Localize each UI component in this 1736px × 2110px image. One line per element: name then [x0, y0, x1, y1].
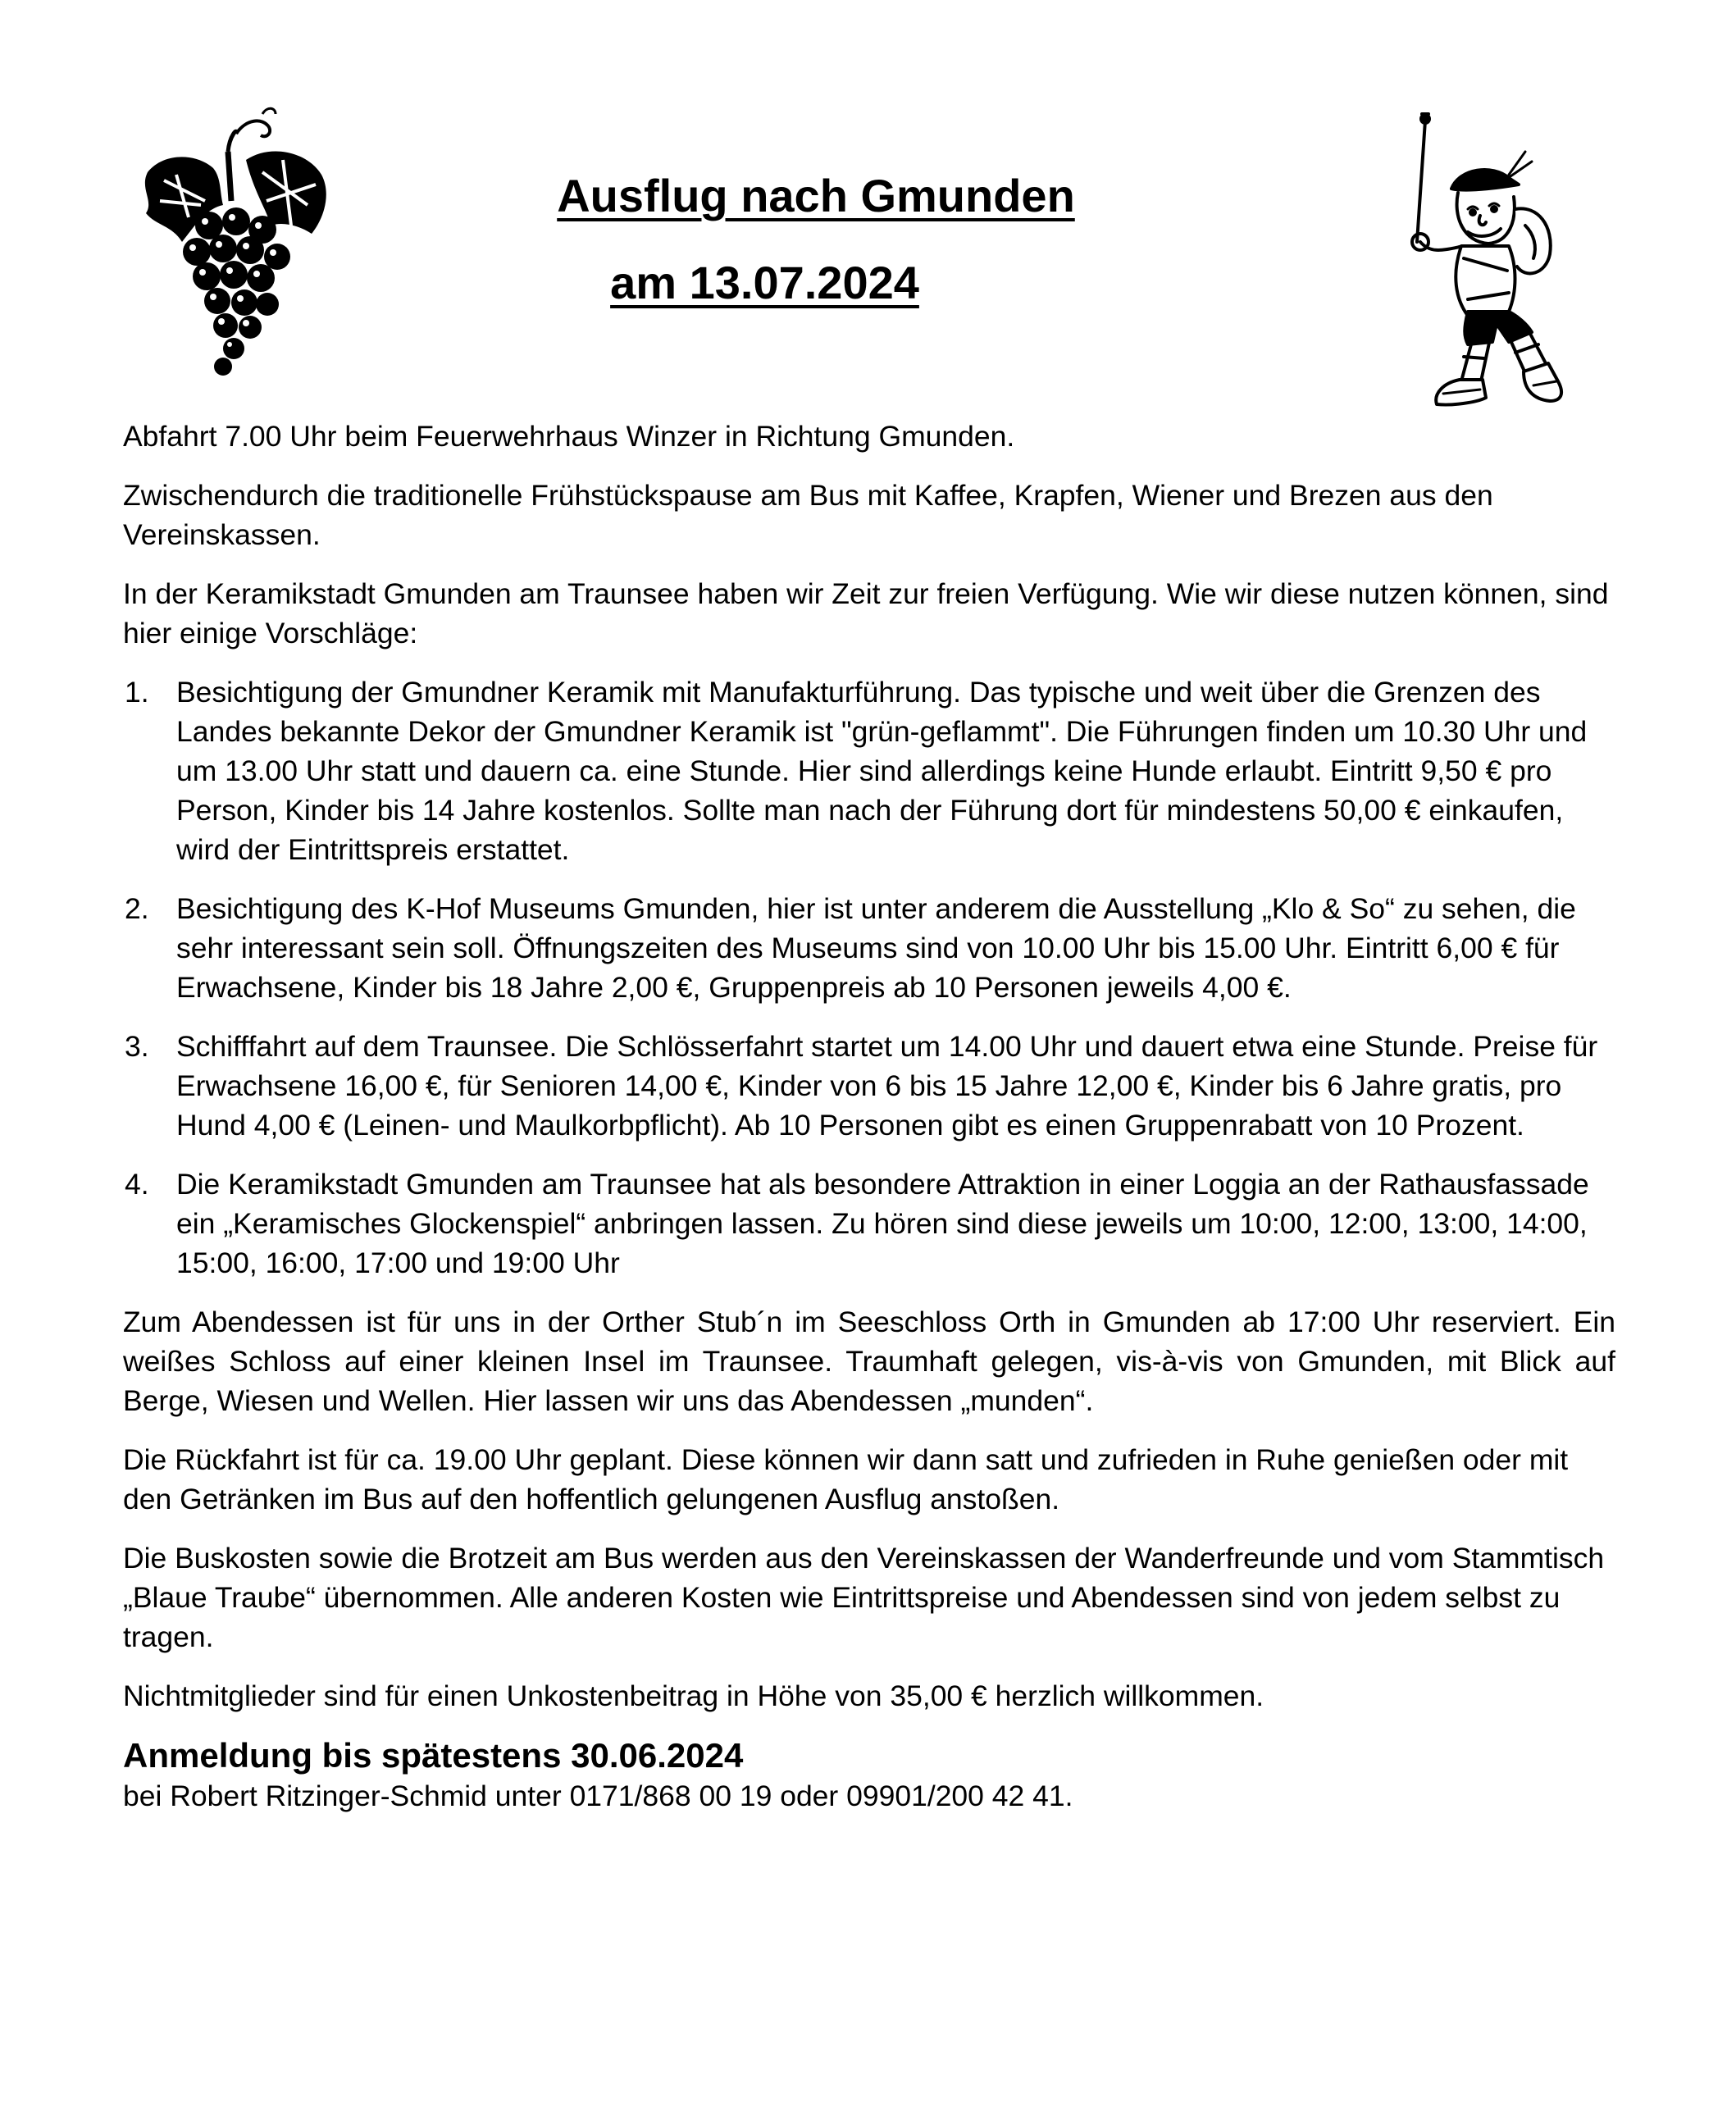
list-item-number: 3. — [125, 1030, 149, 1063]
list-item-number: 1. — [125, 676, 149, 709]
list-item-text: Besichtigung der Gmundner Keramik mit Manufakturführung. Das typische und weit über die Grenzen des Landes bekannte Dekor der Gmundner Keramik ist "grün-geflammt". Die Führungen finden um 10.30 Uhr und um 13.00 Uhr statt und dauern ca. eine Stunde. Hier sind allerdings keine Hunde erlaubt. Eintritt 9,50 € pro Person, Kinder bis 14 Jahre kostenlos. Sollte man nach der Führung dort für mindestens 50,00 € einkaufen, wird der Eintrittspreis erstattet. — [176, 676, 1588, 866]
list-item — [123, 1027, 1615, 1145]
non-members-paragraph: Nichtmitglieder sind für einen Unkostenbeitrag in Höhe von 35,00 € herzlich willkommen. — [123, 1679, 1264, 1712]
free-time-paragraph: In der Keramikstadt Gmunden am Traunsee haben wir Zeit zur freien Verfügung. Wie wir diese nutzen können, sind hier einige Vorschläge: — [123, 577, 1609, 649]
list-item-number: 4. — [125, 1168, 149, 1201]
list-item — [123, 1164, 1615, 1283]
suggestions-list — [123, 672, 1615, 1283]
list-item-text: Die Keramikstadt Gmunden am Traunsee hat als besondere Attraktion in einer Loggia an der Rathausfassade ein „Keramisches Glockenspiel“ anbringen lassen. Zu hören sind diese jeweils um 10:00, 12:00, 13:00, 14:00, 15:00, 16:00, 17:00 und 19:00 Uhr — [176, 1168, 1589, 1279]
registration-contact: bei Robert Ritzinger-Schmid unter 0171/868 00 19 oder 09901/200 42 41. — [123, 1780, 1073, 1812]
page-title: Ausflug nach Gmunden — [557, 170, 1075, 221]
dinner-paragraph: Zum Abendessen ist für uns in der Orther Stub´n im Seeschloss Orth in Gmunden ab 17:00 Uhr reserviert. Ein weißes Schloss auf einer kleinen Insel im Traunsee. Traumhaft gelegen, vis-à-vis von Gmunden, mit Blick auf Berge, Wiesen und Wellen. Hier lassen wir uns das Abendessen „munden“. — [123, 1306, 1615, 1417]
list-item-text: Besichtigung des K-Hof Museums Gmunden, hier ist unter anderem die Ausstellung „Klo & So“ zu sehen, die sehr interessant sein soll. Öffnungszeiten des Museums sind von 10.00 Uhr bis 15.00 Uhr. Eintritt 6,00 € für Erwachsene, Kinder bis 18 Jahre 2,00 €, Gruppenpreis ab 10 Personen jeweils 4,00 €. — [176, 892, 1576, 1004]
list-item — [123, 889, 1615, 1007]
grapes-illustration — [131, 103, 336, 381]
list-item-number: 2. — [125, 892, 149, 925]
costs-paragraph: Die Buskosten sowie die Brotzeit am Bus werden aus den Vereinskassen der Wanderfreunde und vom Stammtisch „Blaue Traube“ übernommen. Alle anderen Kosten wie Eintrittspreise und Abendessen sind von jedem selbst zu tragen. — [123, 1542, 1605, 1653]
page-subtitle-date: am 13.07.2024 — [610, 257, 919, 308]
hiker-illustration — [1386, 111, 1570, 431]
document-body — [123, 417, 1615, 1835]
registration-heading: Anmeldung bis spätestens 30.06.2024 — [123, 1736, 744, 1775]
departure-paragraph: Abfahrt 7.00 Uhr beim Feuerwehrhaus Winzer in Richtung Gmunden. — [123, 420, 1015, 453]
list-item-text: Schifffahrt auf dem Traunsee. Die Schlösserfahrt startet um 14.00 Uhr und dauert etwa eine Stunde. Preise für Erwachsene 16,00 €, für Senioren 14,00 €, Kinder von 6 bis 15 Jahre 12,00 €, Kinder bis 6 Jahre gratis, pro Hund 4,00 € (Leinen- und Maulkorbpflicht). Ab 10 Personen gibt es einen Gruppenrabatt von 10 Prozent. — [176, 1030, 1598, 1142]
return-trip-paragraph: Die Rückfahrt ist für ca. 19.00 Uhr geplant. Diese können wir dann satt und zufrieden in Ruhe genießen oder mit den Getränken im Bus auf den hoffentlich gelungenen Ausflug anstoßen. — [123, 1443, 1569, 1515]
breakfast-paragraph: Zwischendurch die traditionelle Frühstückspause am Bus mit Kaffee, Krapfen, Wiener und Brezen aus den Vereinskassen. — [123, 479, 1493, 551]
list-item — [123, 672, 1615, 869]
